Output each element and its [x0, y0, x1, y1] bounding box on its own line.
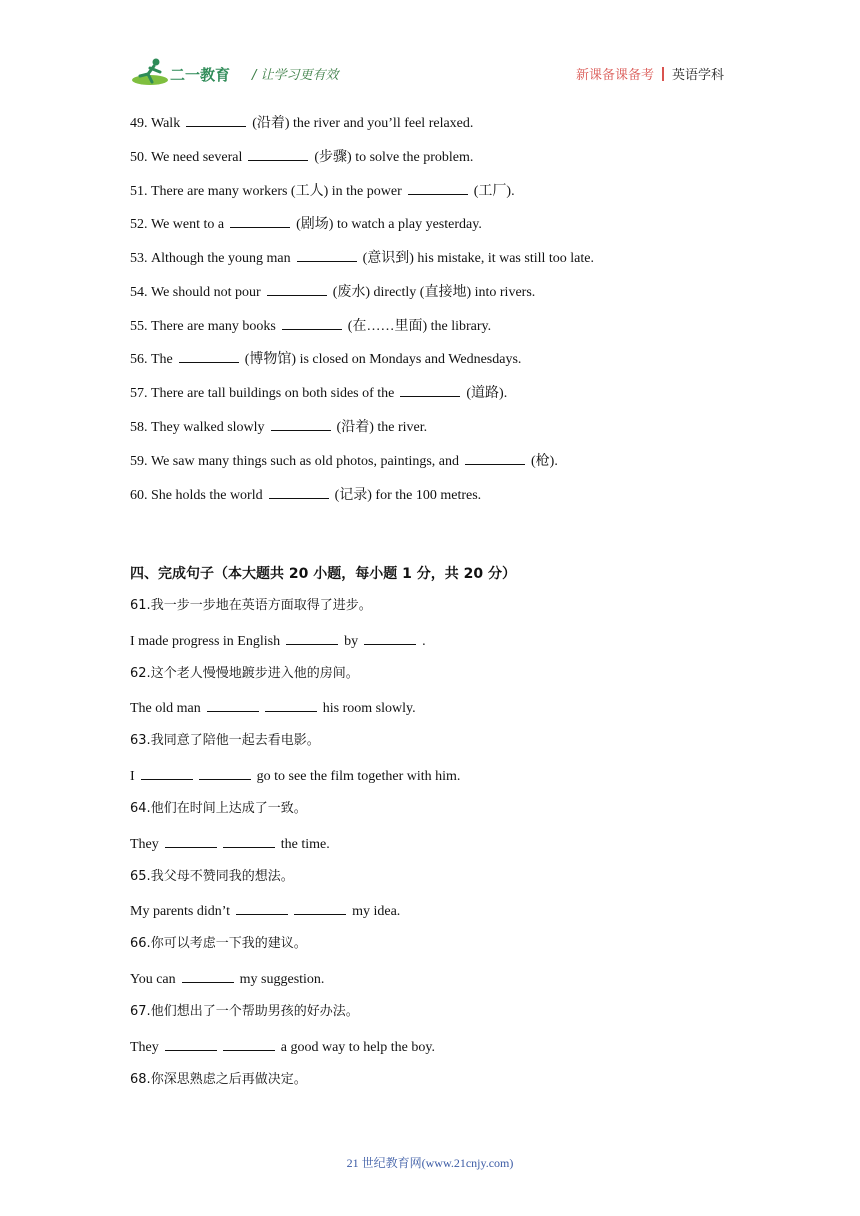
question-62-zh: 62.这个老人慢慢地踱步进入他的房间。	[130, 666, 359, 681]
question-65-en: My parents didn’t my idea.	[130, 901, 400, 921]
answer-blank[interactable]	[223, 834, 275, 848]
answer-blank[interactable]	[207, 698, 259, 712]
answer-blank[interactable]	[364, 631, 416, 645]
answer-blank[interactable]	[179, 349, 239, 363]
section-4-title: 四、完成句子（本大题共 20 小题，每小题 1 分，共 20 分）	[130, 566, 516, 582]
question-66-zh: 66.你可以考虑一下我的建议。	[130, 936, 307, 951]
question-60: 60. She holds the world (记录) for the 100 metres.	[130, 485, 481, 505]
logo-text: 二一教育	[170, 66, 231, 84]
answer-blank[interactable]	[230, 214, 290, 228]
question-62-en: The old man his room slowly.	[130, 698, 416, 718]
question-64-zh: 64.他们在时间上达成了一致。	[130, 801, 307, 816]
answer-blank[interactable]	[286, 631, 338, 645]
header-right	[576, 64, 724, 83]
question-64-en: They the time.	[130, 834, 330, 854]
question-56: 56. The (博物馆) is closed on Mondays and Wednesdays.	[130, 349, 521, 369]
question-65-zh: 65.我父母不赞同我的想法。	[130, 869, 294, 884]
answer-blank[interactable]	[165, 1037, 217, 1051]
answer-blank[interactable]	[182, 969, 234, 983]
question-63-en: I go to see the film together with him.	[130, 766, 460, 786]
answer-blank[interactable]	[165, 834, 217, 848]
question-61-en: I made progress in English by .	[130, 631, 426, 651]
question-54: 54. We should not pour (废水) directly (直接地) into rivers.	[130, 282, 535, 302]
question-52: 52. We went to a (剧场) to watch a play yesterday.	[130, 214, 482, 234]
answer-blank[interactable]	[267, 282, 327, 296]
question-57: 57. There are tall buildings on both sides of the (道路).	[130, 383, 507, 403]
header-divider	[662, 67, 664, 81]
answer-blank[interactable]	[297, 248, 357, 262]
question-55: 55. There are many books (在……里面) the library.	[130, 316, 491, 336]
question-58: 58. They walked slowly (沿着) the river.	[130, 417, 427, 437]
answer-blank[interactable]	[408, 181, 468, 195]
question-51: 51. There are many workers (工人) in the power (工厂).	[130, 181, 515, 201]
question-53: 53. Although the young man (意识到) his mistake, it was still too late.	[130, 248, 594, 268]
header-subject: 英语学科	[671, 68, 724, 83]
header-slogan: / 让学习更有效	[252, 68, 339, 83]
answer-blank[interactable]	[265, 698, 317, 712]
page-footer: 21 世纪教育网(www.21cnjy.com)	[346, 1156, 514, 1170]
answer-blank[interactable]	[294, 901, 346, 915]
answer-blank[interactable]	[400, 383, 460, 397]
question-49: 49. Walk (沿着) the river and you’ll feel relaxed.	[130, 113, 473, 133]
answer-blank[interactable]	[248, 147, 308, 161]
answer-blank[interactable]	[223, 1037, 275, 1051]
page-header	[130, 56, 724, 90]
answer-blank[interactable]	[236, 901, 288, 915]
logo-runner-icon	[130, 56, 242, 90]
answer-blank[interactable]	[282, 316, 342, 330]
question-66-en: You can my suggestion.	[130, 969, 324, 989]
question-67-en: They a good way to help the boy.	[130, 1037, 435, 1057]
question-59: 59. We saw many things such as old photos, paintings, and (枪).	[130, 451, 558, 471]
question-50: 50. We need several (步骤) to solve the problem.	[130, 147, 473, 167]
question-68-zh: 68.你深思熟虑之后再做决定。	[130, 1072, 307, 1087]
question-61-zh: 61.我一步一步地在英语方面取得了进步。	[130, 598, 372, 613]
question-63-zh: 63.我同意了陪他一起去看电影。	[130, 733, 320, 748]
answer-blank[interactable]	[269, 485, 329, 499]
answer-blank[interactable]	[465, 451, 525, 465]
answer-blank[interactable]	[271, 417, 331, 431]
answer-blank[interactable]	[141, 766, 193, 780]
question-67-zh: 67.他们想出了一个帮助男孩的好办法。	[130, 1004, 359, 1019]
answer-blank[interactable]	[186, 113, 246, 127]
answer-blank[interactable]	[199, 766, 251, 780]
header-subtitle: 新课备课备考	[575, 68, 654, 83]
